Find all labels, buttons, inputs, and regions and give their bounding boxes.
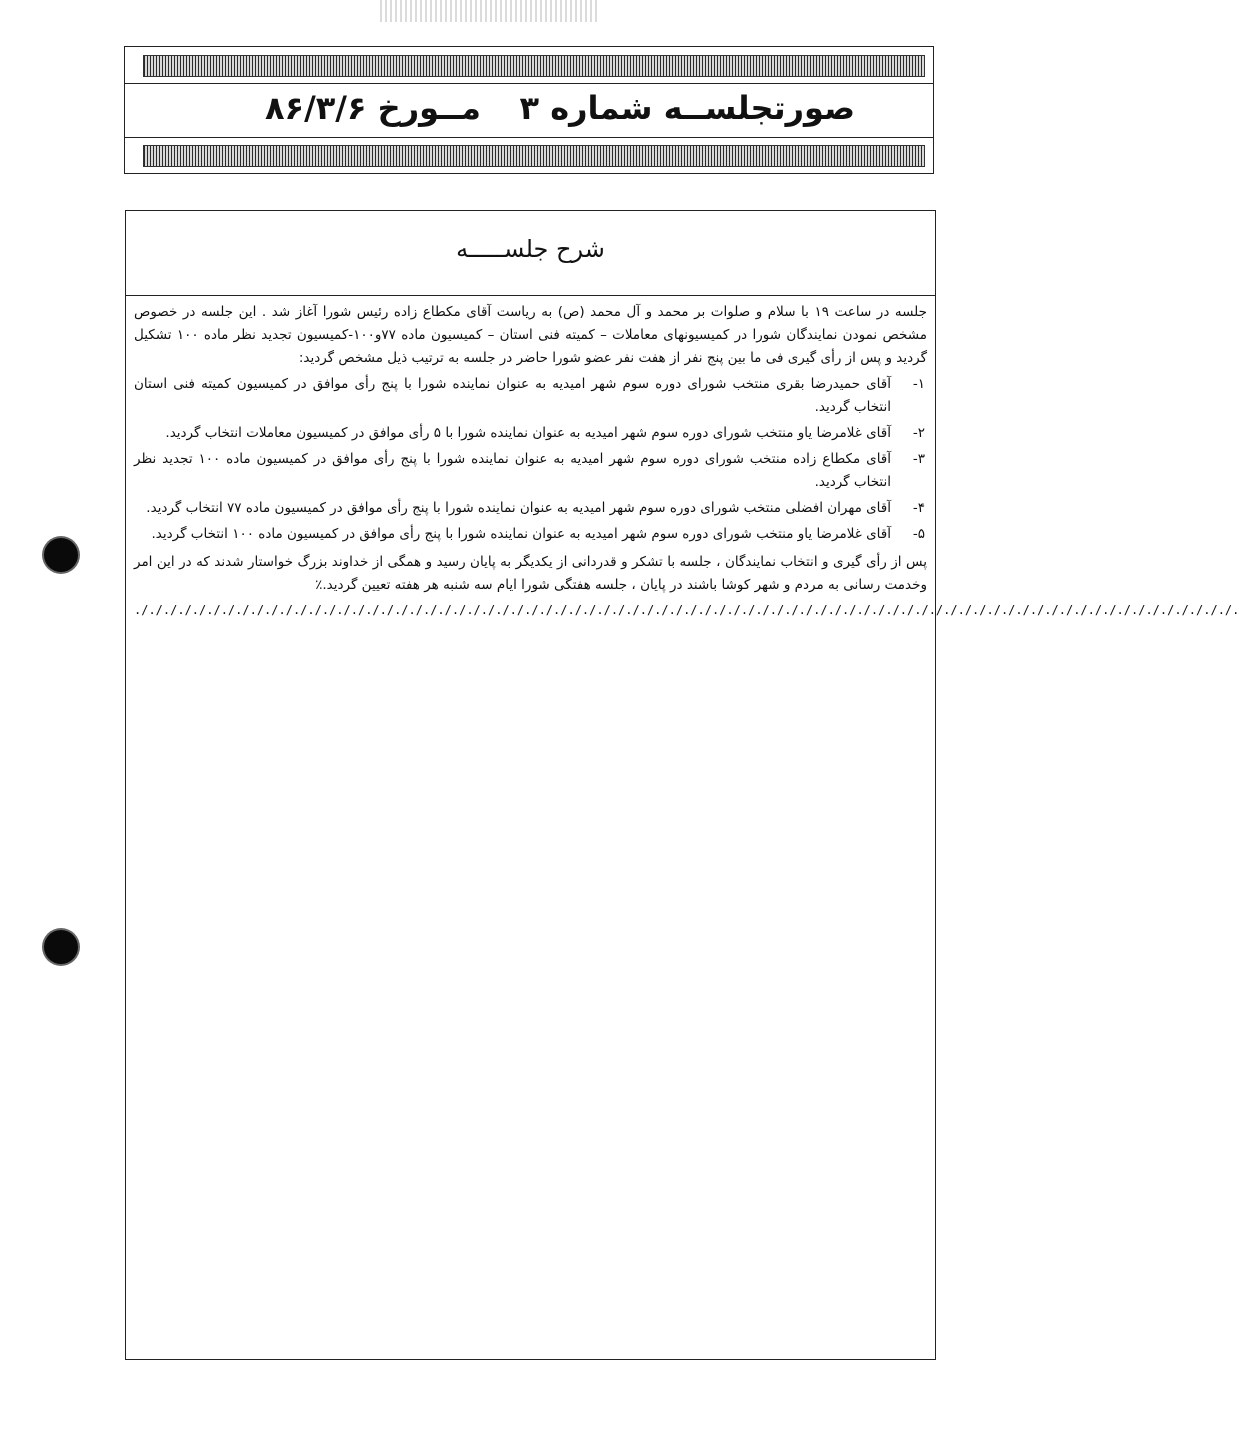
header-title-row [125, 85, 933, 137]
list-item-number: ۳- [912, 451, 925, 467]
minutes-date: مــورخ ۸۶/۳/۶ [265, 89, 481, 127]
end-mark-line: ././././././././././././././././././././././././././././././././././././././././././././././././././././././././././././././././././././././././././././. [134, 603, 1239, 617]
list-item-number: ۱- [912, 376, 925, 392]
list-item-number: ۵- [912, 526, 925, 542]
header-hatch-bottom [143, 145, 925, 167]
list-item-text: آقای غلامرضا یاو منتخب شورای دوره سوم شهر امیدیه به عنوان نماینده شورا با پنج رأی موافق در کمیسیون ماده ۱۰۰ انتخاب گردید. [151, 526, 891, 542]
list-item-text: آقای غلامرضا یاو منتخب شورای دوره سوم شهر امیدیه به عنوان نماینده شورا با ۵ رأی موافق در کمیسیون معاملات انتخاب گردید. [165, 425, 891, 441]
header-divider-bottom [125, 137, 933, 138]
list-item-number: ۴- [912, 500, 925, 516]
list-item [134, 422, 927, 445]
minutes-content [134, 299, 1239, 622]
header-hatch-top [143, 55, 925, 77]
list-item-number: ۲- [912, 425, 925, 441]
list-item-text: آقای مکطاع زاده منتخب شورای دوره سوم شهر امیدیه به عنوان نماینده شورا با پنج رأی موافق در کمیسیون ماده ۱۰۰ تجدید نظر انتخاب گردید. [134, 451, 892, 490]
punch-hole [44, 538, 78, 572]
header-divider-top [125, 83, 933, 84]
punch-hole [44, 930, 78, 964]
closing-paragraph: پس از رأی گیری و انتخاب نمایندگان ، جلسه با تشکر و قدردانی از یکدیگر به پایان رسید و همگی از خداوند بزرگ خواستار شدند که در این امر وخدمت رسانی به مردم و شهر کوشا باشند در پایان ، جلسه هفتگی شورا ایام سه شنبه هر هفته تعیین گردید.٪ [134, 554, 927, 593]
list-item [134, 448, 927, 494]
section-header [126, 211, 935, 296]
minutes-title: صورتجلســه شماره ۳ [519, 89, 855, 127]
list-item-text: آقای حمیدرضا بقری منتخب شورای دوره سوم شهر امیدیه به عنوان نماینده شورا با پنج رأی موافق در کمیسیون کمیته فنی استان انتخاب گردید. [134, 376, 891, 415]
list-item [134, 523, 927, 546]
header-box [124, 46, 934, 174]
list-item [134, 497, 927, 520]
body-box [125, 210, 1239, 1360]
list-item-text: آقای مهران افضلی منتخب شورای دوره سوم شهر امیدیه به عنوان نماینده شورا با پنج رأی موافق در کمیسیون ماده ۷۷ انتخاب گردید. [146, 500, 891, 516]
list-item [134, 373, 927, 419]
scan-artifact [380, 0, 600, 22]
intro-paragraph: جلسه در ساعت ۱۹ با سلام و صلوات بر محمد و آل محمد (ص) به ریاست آقای مکطاع زاده رئیس شورا آغاز شد . این جلسه در خصوص مشخص نمودن نمایندگان شورا در کمیسیونهای معاملات – کمیته فنی استان – کمیسیون ماده ۷۷و۱۰۰-کمیسیون تجدید نظر ماده ۱۰۰ تشکیل گردید و پس از رأی گیری فی ما بین پنج نفر از هفت نفر عضو شورا حاضر در جلسه به ترتیب ذیل مشخص گردید: [134, 304, 927, 366]
section-title: شرح جلســـــه [456, 235, 605, 263]
